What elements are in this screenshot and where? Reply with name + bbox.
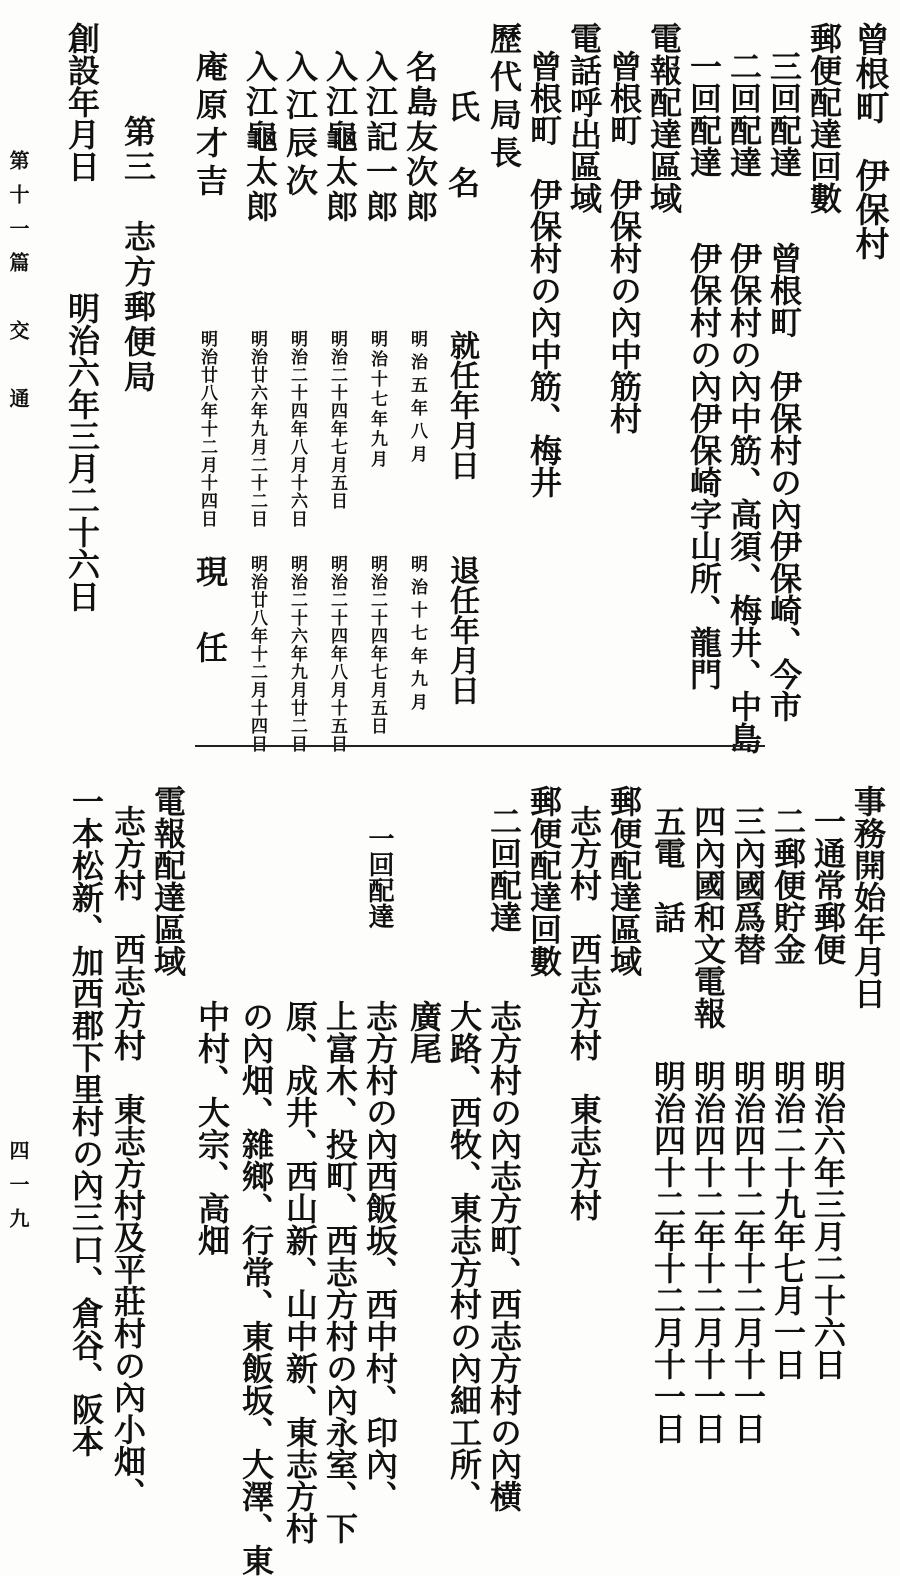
telephone-area-heading: 電話呼出區域 — [565, 22, 603, 214]
telegram-area-heading-lower: 電報配達區域 — [149, 785, 187, 977]
delivery-count-heading: 郵便配達回數 — [805, 22, 843, 214]
postmaster-name: 入江龜太郎 — [321, 50, 359, 225]
end-date: 現 任 — [191, 555, 229, 669]
service-label: 二郵便貯金 — [769, 805, 807, 965]
mail-delivery-area: 志方村 西志方村 東志方村 — [565, 805, 603, 1221]
telegram-area-heading: 電報配達區域 — [645, 22, 683, 214]
column-header-end: 退任年月日 — [444, 555, 479, 705]
delivery-two-times: 二回配達 伊保村の內中筋、高須、梅井、中島 — [725, 50, 763, 754]
service-date: 明治四十二年十二月十一日 — [649, 1060, 687, 1444]
service-label: 五電 話 — [649, 805, 687, 933]
end-date: 明治二十六年九月廿二日 — [287, 555, 307, 753]
column-header-name: 氏 名 — [443, 90, 481, 204]
start-date: 明治十七年九月 — [367, 330, 387, 470]
section-divider — [195, 745, 765, 747]
end-date: 明治廿八年十二月十四日 — [247, 555, 267, 753]
two-deliveries-text-2: 大路、西牧、東志方村の內細工所、 — [445, 1000, 483, 1512]
telegram-area: 曾根町 伊保村の內中筋村 — [605, 50, 643, 434]
telegram-area-lower-1: 志方村 西志方村 東志方村及平莊村の內小畑、 — [109, 805, 147, 1509]
page-number: 四一九 — [6, 1140, 30, 1242]
one-delivery-text-3: 原、成井、西山新、山中新、東志方村 — [281, 1000, 319, 1544]
delivery-one-time: 一回配達 伊保村の內伊保崎字山所、龍門 — [685, 50, 723, 690]
one-delivery-text-4: の內畑、雜鄉、行常、東飯坂、大澤、東 — [237, 1000, 275, 1576]
telephone-area: 曾根町 伊保村の內中筋、梅井 — [525, 50, 563, 498]
service-date: 明治四十二年十二月十一日 — [689, 1060, 727, 1444]
end-date: 明治十七年九月 — [407, 555, 427, 716]
delivery-three-times: 三回配達 曾根町 伊保村の內伊保崎、今市 — [765, 50, 803, 722]
section-title-shikata-post-office: 第三 志方郵便局 — [119, 115, 157, 395]
start-date: 明治五年八月 — [407, 330, 427, 468]
town-names: 曾根町 伊保村 — [849, 22, 889, 260]
founding-date-value: 明治六年三月二十六日 — [63, 292, 101, 612]
start-date: 明治廿八年十二月十四日 — [197, 330, 217, 528]
one-delivery-text-5: 中村、大宗、高畑 — [193, 1000, 231, 1256]
service-label: 一通常郵便 — [809, 805, 847, 965]
service-label: 四內國和文電報 — [689, 805, 727, 1029]
postmaster-name: 入江辰次 — [281, 50, 319, 202]
one-delivery-label: 一回配達 — [364, 825, 394, 929]
successive-postmasters-heading: 歷代局長 — [485, 22, 523, 174]
two-deliveries-text-3: 廣尾 — [405, 1000, 443, 1064]
mail-delivery-area-heading: 郵便配達區域 — [605, 785, 643, 977]
one-delivery-text-2: 上富木、投町、西志方村の內永室、下 — [321, 1000, 359, 1544]
end-date: 明治二十四年七月五日 — [367, 555, 387, 735]
postmaster-name: 庵原才吉 — [191, 50, 229, 202]
founding-date-label: 創設年月日 — [63, 22, 101, 182]
end-date: 明治二十四年八月十五日 — [327, 555, 347, 753]
service-label: 三內國爲替 — [729, 805, 767, 965]
column-header-start: 就任年月日 — [444, 330, 479, 480]
postmaster-name: 名島友次郎 — [401, 50, 439, 225]
telegram-area-lower-2: 一本松新、加西郡下里村の內三口、倉谷、阪本 — [67, 785, 105, 1457]
service-date: 明治四十二年十二月十一日 — [729, 1060, 767, 1444]
two-deliveries-label: 二回配達 — [485, 805, 523, 933]
start-date: 明治二十四年七月五日 — [327, 330, 347, 510]
two-deliveries-text-1: 志方村の內志方町、西志方村の內横 — [485, 1000, 523, 1512]
delivery-count-heading-lower: 郵便配達回數 — [525, 785, 563, 977]
start-date: 明治廿六年九月二十二日 — [247, 330, 267, 528]
service-date: 明治六年三月二十六日 — [809, 1060, 847, 1380]
service-start-heading: 事務開始年月日 — [849, 785, 887, 1009]
one-delivery-text-1: 志方村の內西飯坂、西中村、印內、 — [361, 1000, 399, 1512]
postmaster-name: 入江龜太郎 — [241, 50, 279, 225]
postmaster-name: 入江記一郎 — [361, 50, 399, 225]
running-head: 第十一篇 交 通 — [6, 150, 30, 422]
service-date: 明治二十九年七月一日 — [769, 1060, 807, 1380]
start-date: 明治二十四年八月十六日 — [287, 330, 307, 528]
